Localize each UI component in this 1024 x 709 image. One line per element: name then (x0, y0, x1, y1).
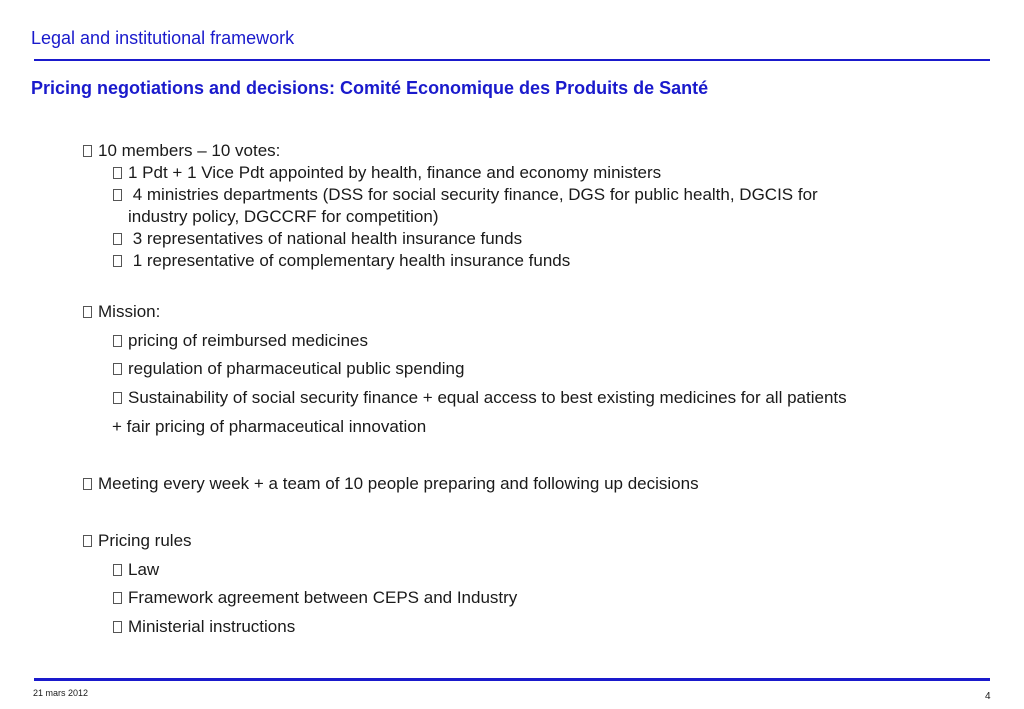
bullet-label: 10 members – 10 votes: (98, 141, 281, 160)
bullet-pricing-rules (83, 531, 192, 551)
page-number: 4 (985, 691, 991, 702)
bullet-box-icon (83, 535, 92, 547)
slide-title: Pricing negotiations and decisions: Comité Economique des Produits de Santé (31, 78, 709, 98)
footer-divider (34, 678, 990, 681)
bullet-box-icon (113, 564, 122, 576)
header-divider (34, 59, 990, 61)
sub-bullet-text: pricing of reimbursed medicines (128, 331, 368, 350)
bullet-box-icon (113, 255, 122, 267)
sub-bullet-text: 3 representatives of national health insurance funds (128, 229, 523, 248)
sub-bullet (113, 359, 464, 379)
bullet-mission (83, 302, 160, 322)
bullet-box-icon (113, 189, 122, 201)
bullet-box-icon (113, 335, 122, 347)
bullet-box-icon (113, 392, 122, 404)
sub-bullet-text: 1 Pdt + 1 Vice Pdt appointed by health, finance and economy ministers (128, 163, 662, 182)
bullet-box-icon (113, 592, 122, 604)
bullet-box-icon (113, 363, 122, 375)
sub-bullet-text: 4 ministries departments (DSS for social security finance, DGS for public health, DGCIS for (128, 185, 818, 204)
sub-bullet-text: Law (128, 560, 160, 579)
bullet-box-icon (113, 233, 122, 245)
bullet-members (83, 141, 280, 161)
sub-bullet (113, 185, 818, 205)
sub-bullet (113, 588, 517, 608)
sub-bullet-continuation (112, 417, 426, 437)
bullet-box-icon (113, 167, 122, 179)
header-title: Legal and institutional framework (31, 28, 295, 48)
sub-bullet-continuation (128, 207, 439, 227)
sub-bullet-text: Ministerial instructions (128, 617, 296, 636)
sub-bullet (113, 560, 159, 580)
footer-date: 21 mars 2012 (33, 688, 89, 698)
sub-bullet (113, 617, 295, 637)
bullet-label: Meeting every week + a team of 10 people preparing and following up decisions (98, 474, 699, 493)
sub-bullet-text: industry policy, DGCCRF for competition) (128, 207, 439, 226)
sub-bullet-text: regulation of pharmaceutical public spending (128, 359, 465, 378)
bullet-label: Mission: (98, 302, 161, 321)
sub-bullet (113, 251, 570, 271)
bullet-box-icon (113, 621, 122, 633)
bullet-box-icon (83, 306, 92, 318)
sub-bullet (113, 331, 368, 351)
sub-bullet (113, 388, 847, 408)
sub-bullet-text: Framework agreement between CEPS and Industry (128, 588, 518, 607)
sub-bullet (113, 229, 522, 249)
bullet-label: Pricing rules (98, 531, 192, 550)
sub-bullet (113, 163, 661, 183)
sub-bullet-text: Sustainability of social security finance + equal access to best existing medicines for all patients (128, 388, 847, 407)
sub-bullet-text: + fair pricing of pharmaceutical innovation (112, 417, 427, 436)
bullet-box-icon (83, 145, 92, 157)
bullet-box-icon (83, 478, 92, 490)
sub-bullet-text: 1 representative of complementary health insurance funds (128, 251, 571, 270)
bullet-meeting (83, 474, 699, 494)
